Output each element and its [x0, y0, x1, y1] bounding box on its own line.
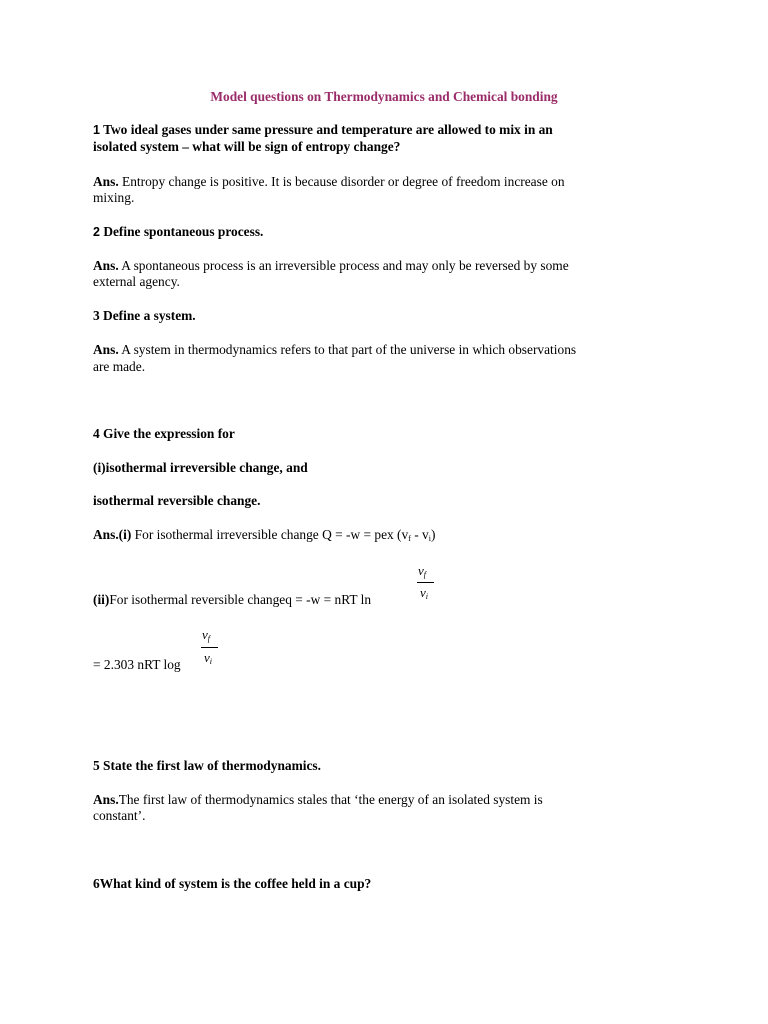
question-1-text: Two ideal gases under same pressure and temperature are allowed to mix in an — [103, 122, 553, 137]
answer-1-line-1 — [93, 173, 565, 190]
answer-4-part-3: = 2.303 nRT log — [93, 657, 181, 672]
answer-2-line-2: external agency. — [93, 274, 180, 289]
subscript-f: f — [408, 534, 411, 543]
question-1-line-2: isolated system – what will be sign of entropy change? — [93, 139, 401, 154]
answer-4-text-mid: - v — [410, 527, 429, 542]
answer-3-line-1 — [93, 341, 576, 358]
answer-3-label: Ans. — [93, 342, 119, 357]
subscript-i: i — [428, 534, 431, 543]
answer-5-line-1 — [93, 791, 543, 808]
answer-4-text-2: For isothermal reversible changeq = -w = nRT ln — [109, 592, 372, 607]
question-2 — [93, 223, 263, 241]
fraction-numerator: $v_f$ — [202, 627, 211, 643]
fraction-bar — [201, 647, 218, 648]
answer-1-label: Ans. — [93, 174, 119, 189]
answer-2-text: A spontaneous process is an irreversible process and may only be reversed by some — [118, 258, 569, 273]
question-2-text: Define spontaneous process. — [103, 224, 264, 239]
question-1-line-1 — [93, 121, 553, 139]
answer-4-text-end: ) — [430, 527, 436, 542]
answer-4-text-1: For isothermal irreversible change Q = -w = pex (v — [131, 527, 409, 542]
question-3: 3 Define a system. — [93, 308, 196, 323]
question-4-part-1: (i)isothermal irreversible change, and — [93, 460, 308, 475]
answer-2-line-1 — [93, 257, 569, 274]
question-6: 6What kind of system is the coffee held in a cup? — [93, 876, 372, 891]
question-5: 5 State the first law of thermodynamics. — [93, 758, 321, 773]
question-1-number: 1 — [93, 123, 100, 137]
answer-1-text: Entropy change is positive. It is because disorder or degree of freedom increase on — [118, 174, 565, 189]
answer-5-label: Ans. — [93, 792, 119, 807]
answer-5-text: The first law of thermodynamics stales that ‘the energy of an isolated system is — [118, 792, 543, 807]
answer-5-line-2: constant’. — [93, 808, 146, 823]
fraction-denominator: $v_i$ — [420, 585, 429, 601]
fraction-denominator: $v_i$ — [204, 650, 213, 666]
answer-4-part-2 — [93, 591, 371, 608]
question-4: 4 Give the expression for — [93, 426, 235, 441]
question-4-part-2: isothermal reversible change. — [93, 493, 261, 508]
fraction-bar — [417, 582, 434, 583]
answer-3-text: A system in thermodynamics refers to that part of the universe in which observations — [118, 342, 577, 357]
answer-4-part-1 — [93, 526, 435, 543]
answer-4-label-2: (ii) — [93, 592, 110, 607]
answer-1-line-2: mixing. — [93, 190, 135, 205]
document-title: Model questions on Thermodynamics and Chemical bonding — [210, 89, 558, 104]
answer-3-line-2: are made. — [93, 359, 146, 374]
question-2-number: 2 — [93, 225, 100, 239]
fraction-numerator: $v_f$ — [418, 563, 427, 579]
answer-2-label: Ans. — [93, 258, 119, 273]
answer-4-label-1: Ans.(i) — [93, 527, 132, 542]
